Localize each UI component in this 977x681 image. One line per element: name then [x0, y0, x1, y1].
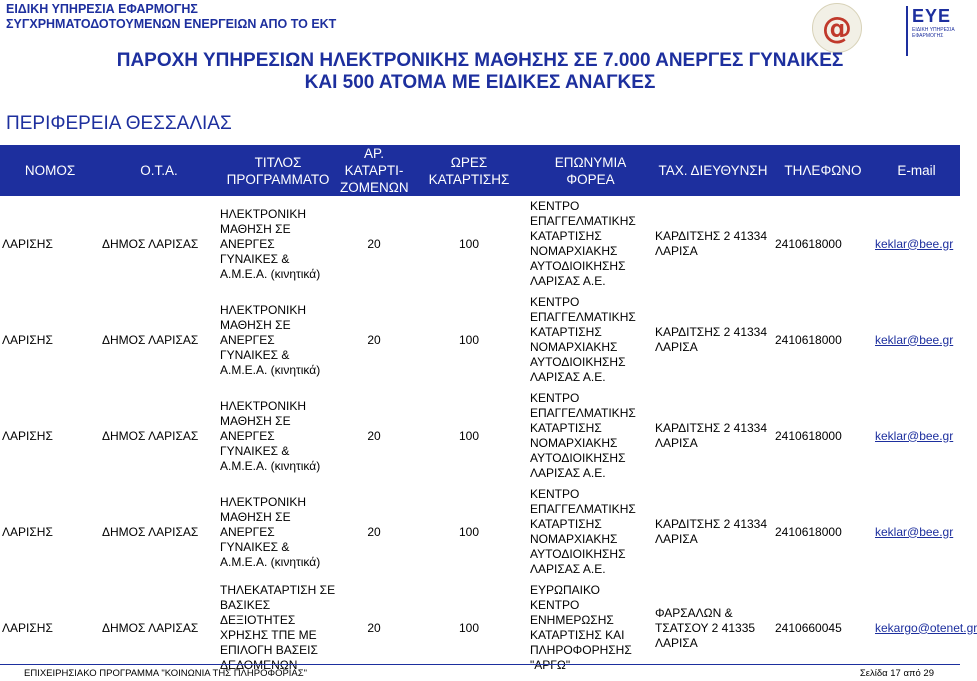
agency-header	[6, 2, 336, 32]
cell-address: ΚΑΡΔΙΤΣΗΣ 2 41334 ΛΑΡΙΣΑ	[655, 421, 768, 450]
cell-address: ΚΑΡΔΙΤΣΗΣ 2 41334 ΛΑΡΙΣΑ	[655, 517, 768, 546]
information-society-logo	[812, 3, 862, 53]
cell-email	[873, 580, 977, 676]
col-header-provider: ΕΠΩΝΥΜΙΑ ΦΟΡΕΑ	[528, 145, 653, 196]
cell-phone: 2410660045	[775, 620, 842, 635]
cell-provider: ΕΥΡΩΠΑΙΚΟ ΚΕΝΤΡΟ ΕΝΗΜΕΡΩΣΗΣ ΚΑΤΑΡΤΙΣΗΣ ΚΑΙ ΠΛΗΡΟΦΟΡΗΣΗΣ "ΑΡΓΩ"	[530, 583, 632, 672]
col-header-address: ΤΑΧ. ΔΙΕΥΘΥΝΣΗ	[653, 145, 773, 196]
footer-program-name: ΕΠΙΧΕΙΡΗΣΙΑΚΟ ΠΡΟΓΡΑΜΜΑ "ΚΟΙΝΩΝΙΑ ΤΗΣ ΠΛΗΡΟΦΟΡΙΑΣ"	[24, 668, 308, 679]
cell-phone: 2410618000	[775, 332, 842, 347]
cell-nomos: ΛΑΡΙΣΗΣ	[2, 332, 53, 347]
document-title	[100, 50, 860, 94]
col-header-phone: ΤΗΛΕΦΩΝΟ	[773, 145, 873, 196]
col-header-title: ΤΙΤΛΟΣ ΠΡΟΓΡΑΜΜΑΤΟ	[218, 145, 338, 196]
cell-trainees: 20	[367, 620, 381, 635]
cell-trainees: 20	[367, 332, 381, 347]
cell-address: ΚΑΡΔΙΤΣΗΣ 2 41334 ΛΑΡΙΣΑ	[655, 325, 768, 354]
cell-title: ΗΛΕΚΤΡΟΝΙΚΗ ΜΑΘΗΣΗ ΣΕ ΑΝΕΡΓΕΣ ΓΥΝΑΙΚΕΣ & Α.Μ.Ε.Α. (κινητικά)	[220, 398, 321, 473]
table-row	[0, 388, 960, 484]
cell-hours: 100	[458, 236, 480, 251]
cell-provider: ΚΕΝΤΡΟ ΕΠΑΓΓΕΛΜΑΤΙΚΗΣ ΚΑΤΑΡΤΙΣΗΣ ΝΟΜΑΡΧΙΑΚΗΣ ΑΥΤΟΔΙΟΙΚΗΣΗΣ ΛΑΡΙΣΑΣ Α.Ε.	[530, 487, 636, 576]
cell-phone: 2410618000	[775, 428, 842, 443]
cell-provider: ΚΕΝΤΡΟ ΕΠΑΓΓΕΛΜΑΤΙΚΗΣ ΚΑΤΑΡΤΙΣΗΣ ΝΟΜΑΡΧΙΑΚΗΣ ΑΥΤΟΔΙΟΙΚΗΣΗΣ ΛΑΡΙΣΑΣ Α.Ε.	[530, 391, 636, 480]
title-line1: ΠΑΡΟΧΗ ΥΠΗΡΕΣΙΩΝ ΗΛΕΚΤΡΟΝΙΚΗΣ ΜΑΘΗΣΗΣ ΣΕ 7.000 ΑΝΕΡΓΕΣ ΓΥΝΑΙΚΕΣ	[116, 50, 844, 71]
cell-provider: ΚΕΝΤΡΟ ΕΠΑΓΓΕΛΜΑΤΙΚΗΣ ΚΑΤΑΡΤΙΣΗΣ ΝΟΜΑΡΧΙΑΚΗΣ ΑΥΤΟΔΙΟΙΚΗΣΗΣ ΛΑΡΙΣΑΣ Α.Ε.	[530, 199, 636, 288]
col-header-trainees: ΑΡ. ΚΑΤΑΡΤΙ-ΖΟΜΕΝΩΝ	[340, 146, 409, 195]
cell-ota: ΔΗΜΟΣ ΛΑΡΙΣΑΣ	[102, 332, 199, 347]
cell-provider: ΚΕΝΤΡΟ ΕΠΑΓΓΕΛΜΑΤΙΚΗΣ ΚΑΤΑΡΤΙΣΗΣ ΝΟΜΑΡΧΙΑΚΗΣ ΑΥΤΟΔΙΟΙΚΗΣΗΣ ΛΑΡΙΣΑΣ Α.Ε.	[530, 295, 636, 384]
email-link[interactable]: keklar@bee.gr	[875, 332, 954, 347]
cell-ota: ΔΗΜΟΣ ΛΑΡΙΣΑΣ	[102, 620, 199, 635]
page-footer	[0, 664, 960, 681]
table-row	[0, 580, 960, 676]
cell-ota: ΔΗΜΟΣ ΛΑΡΙΣΑΣ	[102, 524, 199, 539]
table-row	[0, 292, 960, 388]
cell-hours: 100	[458, 620, 480, 635]
email-link[interactable]: kekargo@otenet.gr	[875, 620, 977, 635]
email-link[interactable]: keklar@bee.gr	[875, 524, 954, 539]
cell-hours: 100	[458, 524, 480, 539]
cell-ota: ΔΗΜΟΣ ΛΑΡΙΣΑΣ	[102, 236, 199, 251]
cell-ota: ΔΗΜΟΣ ΛΑΡΙΣΑΣ	[102, 428, 199, 443]
cell-nomos: ΛΑΡΙΣΗΣ	[2, 428, 53, 443]
region-heading: ΠΕΡΙΦΕΡΕΙΑ ΘΕΣΣΑΛΙΑΣ	[6, 113, 232, 134]
cell-hours: 100	[458, 428, 480, 443]
cell-title: ΤΗΛΕΚΑΤΑΡΤΙΣΗ ΣΕ ΒΑΣΙΚΕΣ ΔΕΞΙΟΤΗΤΕΣ ΧΡΗΣΗΣ ΤΠΕ ΜΕ ΕΠΙΛΟΓΗ ΒΑΣΕΙΣ ΔΕΔΟΜΕΝΩΝ	[220, 583, 336, 672]
cell-nomos: ΛΑΡΙΣΗΣ	[2, 236, 53, 251]
email-link[interactable]: keklar@bee.gr	[875, 236, 954, 251]
cell-trainees: 20	[367, 524, 381, 539]
cell-hours: 100	[458, 332, 480, 347]
title-line2: ΚΑΙ 500 ΑΤΟΜΑ ΜΕ ΕΙΔΙΚΕΣ ΑΝΑΓΚΕΣ	[304, 72, 656, 93]
cell-email	[873, 292, 960, 388]
eye-logo	[906, 6, 960, 56]
cell-trainees: 20	[367, 236, 381, 251]
cell-nomos: ΛΑΡΙΣΗΣ	[2, 524, 53, 539]
eye-logo-subtitle: ΕΙΔΙΚΗ ΥΠΗΡΕΣΙΑ ΕΦΑΡΜΟΓΗΣ	[912, 27, 955, 39]
cell-title: ΗΛΕΚΤΡΟΝΙΚΗ ΜΑΘΗΣΗ ΣΕ ΑΝΕΡΓΕΣ ΓΥΝΑΙΚΕΣ & Α.Μ.Ε.Α. (κινητικά)	[220, 494, 321, 569]
cell-nomos: ΛΑΡΙΣΗΣ	[2, 620, 53, 635]
cell-address: ΦΑΡΣΑΛΩΝ & ΤΣΑΤΣΟΥ 2 41335 ΛΑΡΙΣΑ	[655, 605, 756, 650]
col-header-hours: ΩΡΕΣ ΚΑΤΑΡΤΙΣΗΣ	[410, 145, 528, 196]
cell-email	[873, 196, 960, 292]
cell-trainees: 20	[367, 428, 381, 443]
programs-table	[0, 145, 977, 676]
col-header-nomos: ΝΟΜΟΣ	[0, 145, 100, 196]
agency-name-line2: ΣΥΓΧΡΗΜΑΤΟΔΟΤΟΥΜΕΝΩΝ ΕΝΕΡΓΕΙΩΝ ΑΠΟ ΤΟ ΕΚΤ	[6, 17, 337, 31]
cell-title: ΗΛΕΚΤΡΟΝΙΚΗ ΜΑΘΗΣΗ ΣΕ ΑΝΕΡΓΕΣ ΓΥΝΑΙΚΕΣ & Α.Μ.Ε.Α. (κινητικά)	[220, 206, 321, 281]
table-row	[0, 484, 960, 580]
table-row	[0, 196, 960, 292]
email-link[interactable]: keklar@bee.gr	[875, 428, 954, 443]
eye-logo-mark: ΕΥΕ	[912, 6, 952, 26]
at-sign-icon: @	[822, 10, 852, 46]
cell-title: ΗΛΕΚΤΡΟΝΙΚΗ ΜΑΘΗΣΗ ΣΕ ΑΝΕΡΓΕΣ ΓΥΝΑΙΚΕΣ & Α.Μ.Ε.Α. (κινητικά)	[220, 302, 321, 377]
agency-name-line1: ΕΙΔΙΚΗ ΥΠΗΡΕΣΙΑ ΕΦΑΡΜΟΓΗΣ	[6, 2, 198, 16]
cell-email	[873, 388, 960, 484]
cell-email	[873, 484, 960, 580]
table-header-row	[0, 145, 960, 196]
col-header-email: E-mail	[873, 145, 960, 196]
col-header-ota: Ο.Τ.Α.	[100, 145, 218, 196]
cell-phone: 2410618000	[775, 236, 842, 251]
cell-phone: 2410618000	[775, 524, 842, 539]
cell-address: ΚΑΡΔΙΤΣΗΣ 2 41334 ΛΑΡΙΣΑ	[655, 229, 768, 258]
footer-page-number: Σελίδα 17 από 29	[859, 668, 934, 679]
